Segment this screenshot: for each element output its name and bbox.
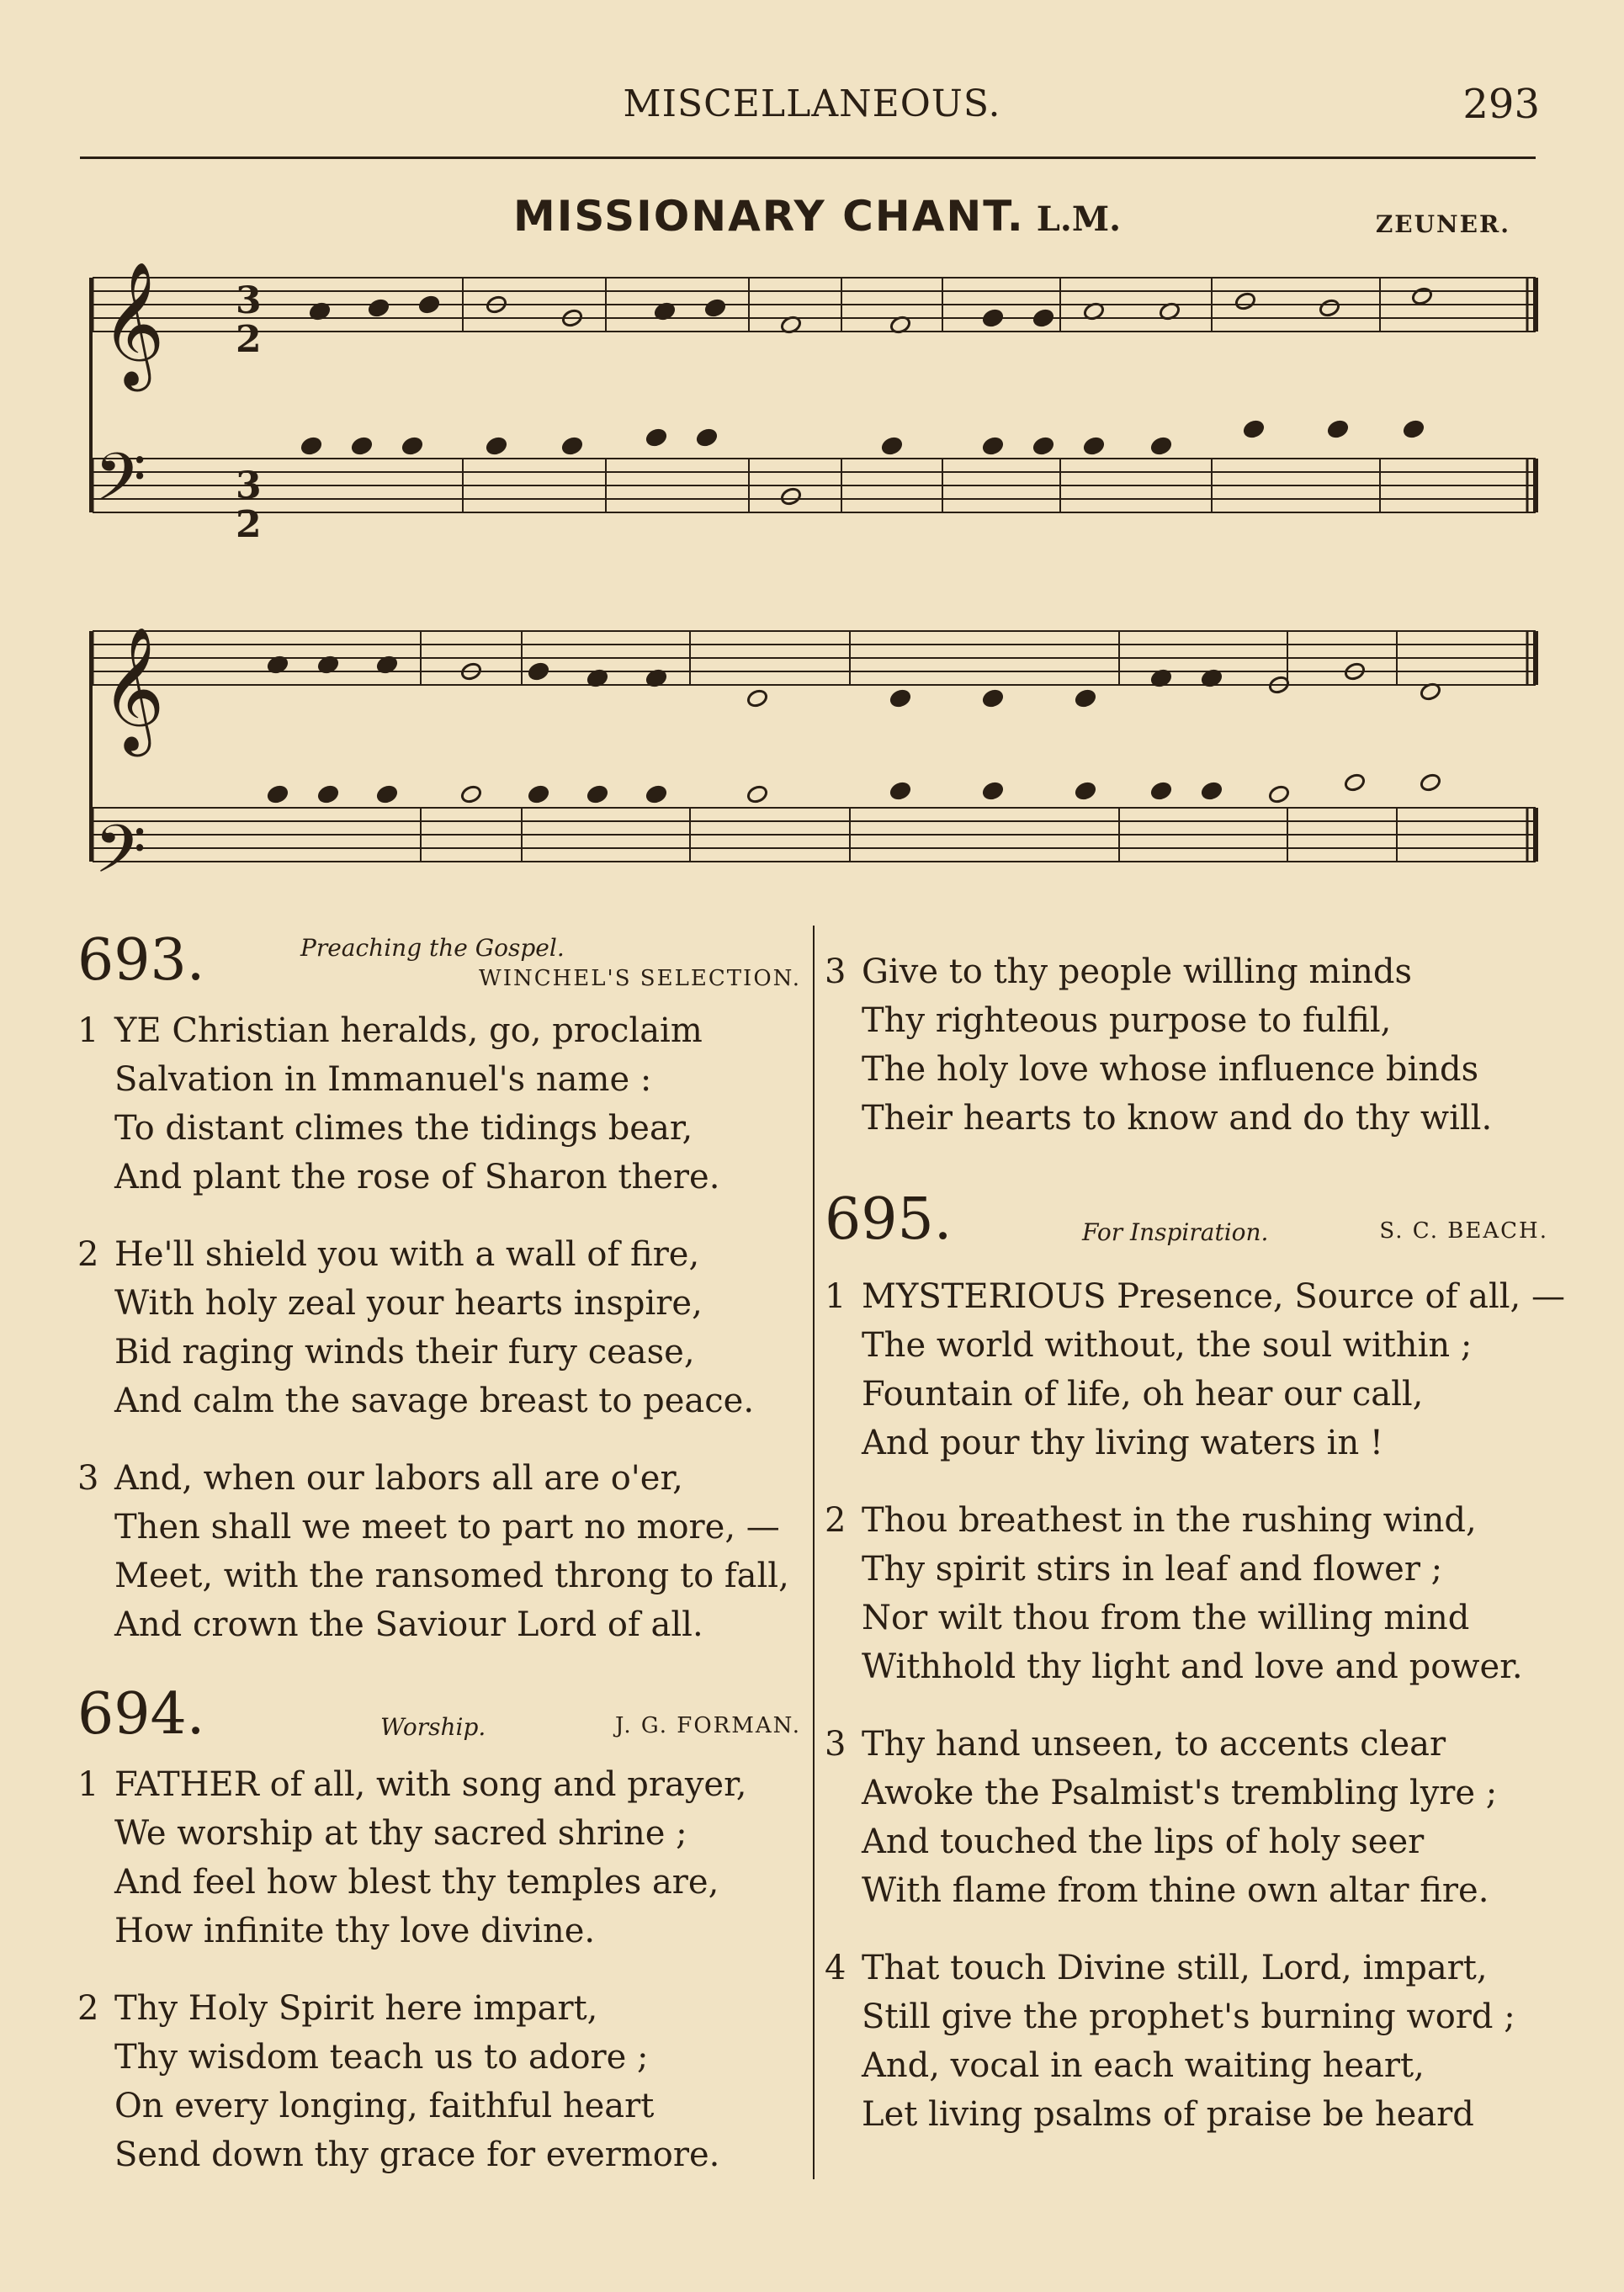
verse-line: And, vocal in each waiting heart, bbox=[862, 2046, 1425, 2085]
verse-line: How infinite thy love divine. bbox=[114, 1912, 596, 1950]
stanza bbox=[77, 1984, 801, 2179]
half-note bbox=[780, 486, 803, 507]
quarter-note bbox=[528, 784, 550, 804]
verse-number: 3 bbox=[825, 952, 846, 991]
quarter-note bbox=[267, 784, 289, 804]
tune-composer: ZEUNER. bbox=[1375, 210, 1510, 238]
verse-line: Bid raging winds their fury cease, bbox=[114, 1333, 695, 1371]
verse-line: The world without, the soul within ; bbox=[862, 1326, 1473, 1365]
quarter-note bbox=[982, 688, 1005, 708]
quarter-note bbox=[889, 781, 912, 801]
verse-line: Give to thy people willing minds bbox=[862, 952, 1413, 991]
verse-line: MYSTERIOUS Presence, Source of all, — bbox=[862, 1277, 1565, 1316]
hymn-subject: For Inspiration. bbox=[1082, 1218, 1269, 1246]
half-note bbox=[1319, 298, 1341, 318]
quarter-note bbox=[889, 688, 912, 708]
verse-number: 3 bbox=[825, 1725, 846, 1764]
half-note bbox=[1268, 784, 1291, 804]
stanza bbox=[825, 947, 1548, 1143]
time-sig-bottom-treble: 2 bbox=[236, 318, 262, 361]
half-note bbox=[746, 784, 769, 804]
verse-line: And, when our labors all are o'er, bbox=[114, 1459, 683, 1498]
quarter-note bbox=[351, 436, 374, 456]
column-divider bbox=[813, 926, 815, 2179]
quarter-note bbox=[1201, 781, 1223, 801]
verse-line: Thou breathest in the rushing wind, bbox=[862, 1501, 1477, 1540]
quarter-note bbox=[586, 784, 609, 804]
verse-line: And calm the savage breast to peace. bbox=[114, 1382, 755, 1420]
half-note bbox=[1411, 286, 1434, 306]
verse-line: Thy righteous purpose to fulfil, bbox=[862, 1001, 1392, 1040]
music-score bbox=[0, 0, 1624, 909]
verse-line: Thy hand unseen, to accents clear bbox=[862, 1725, 1446, 1764]
quarter-note bbox=[1032, 436, 1055, 456]
verse-line: Let living psalms of praise be heard bbox=[862, 2095, 1474, 2134]
verse-line: Thy wisdom teach us to adore ; bbox=[114, 2038, 649, 2077]
hymn-694 bbox=[77, 1681, 801, 2179]
hymn-number: 693. bbox=[77, 927, 205, 994]
quarter-note bbox=[418, 294, 441, 315]
quarter-note bbox=[1083, 436, 1106, 456]
verse-line: The holy love whose influence binds bbox=[862, 1050, 1479, 1089]
hymn-number: 694. bbox=[77, 1681, 205, 1748]
hymn-693 bbox=[77, 927, 801, 1649]
quarter-note bbox=[1150, 781, 1173, 801]
quarter-note bbox=[881, 436, 904, 456]
half-note bbox=[1234, 291, 1257, 311]
quarter-note bbox=[1243, 419, 1266, 439]
stanza bbox=[825, 1272, 1565, 1467]
verse-line: We worship at thy sacred shrine ; bbox=[114, 1814, 687, 1853]
svg-text:𝄢: 𝄢 bbox=[94, 810, 146, 905]
hymn-subject: Worship. bbox=[380, 1713, 486, 1741]
half-note bbox=[1344, 772, 1367, 793]
stanza bbox=[77, 1230, 801, 1425]
verse-line: YE Christian heralds, go, proclaim bbox=[114, 1011, 703, 1050]
quarter-note bbox=[982, 781, 1005, 801]
hymn-author: J. G. FORMAN. bbox=[615, 1713, 801, 1738]
treble-clef-1-icon bbox=[101, 261, 165, 391]
svg-text:𝄢: 𝄢 bbox=[94, 438, 146, 533]
verse-line: With flame from thine own altar fire. bbox=[862, 1871, 1489, 1910]
verse-line: Their hearts to know and do thy will. bbox=[862, 1099, 1493, 1138]
verse-line: Withhold thy light and love and power. bbox=[862, 1647, 1523, 1686]
verse-number: 3 bbox=[77, 1459, 99, 1498]
staff-lines bbox=[91, 278, 1536, 862]
quarter-note bbox=[1075, 688, 1097, 708]
bass-clef-2-icon bbox=[94, 810, 146, 905]
verse-number: 2 bbox=[825, 1501, 846, 1540]
verse-line: Then shall we meet to part no more, — bbox=[114, 1508, 780, 1547]
verse-line: On every longing, faithful heart bbox=[114, 2087, 655, 2125]
verse-number: 2 bbox=[77, 1989, 99, 2028]
verse-line: With holy zeal your hearts inspire, bbox=[114, 1284, 703, 1323]
verse-line: And touched the lips of holy seer bbox=[862, 1822, 1425, 1861]
time-sig-top-treble: 3 bbox=[236, 279, 262, 322]
verse-line: Fountain of life, oh hear our call, bbox=[862, 1375, 1424, 1414]
quarter-note bbox=[1075, 781, 1097, 801]
verse-number: 1 bbox=[77, 1011, 99, 1050]
hymn-694-continued bbox=[825, 947, 1548, 1143]
time-sig-top-bass: 3 bbox=[236, 464, 262, 507]
verse-number: 4 bbox=[825, 1949, 846, 1987]
verse-number: 1 bbox=[77, 1765, 99, 1804]
verse-line: And feel how blest thy temples are, bbox=[114, 1863, 719, 1902]
stanza bbox=[825, 1496, 1548, 1691]
quarter-note bbox=[1403, 419, 1425, 439]
time-sig-bottom-bass: 2 bbox=[236, 503, 262, 546]
verse-line: Awoke the Psalmist's trembling lyre ; bbox=[862, 1774, 1498, 1812]
verse-line: Thy spirit stirs in leaf and flower ; bbox=[862, 1550, 1443, 1589]
quarter-note bbox=[704, 298, 727, 318]
svg-text:𝄞: 𝄞 bbox=[101, 261, 165, 386]
quarter-note bbox=[486, 436, 508, 456]
verse-line: That touch Divine still, Lord, impart, bbox=[862, 1949, 1488, 1987]
quarter-note bbox=[376, 784, 399, 804]
verse-line: Nor wilt thou from the willing mind bbox=[862, 1599, 1470, 1637]
quarter-note bbox=[1327, 419, 1350, 439]
quarter-note bbox=[528, 661, 550, 682]
half-note bbox=[460, 784, 483, 804]
quarter-note bbox=[982, 308, 1005, 328]
quarter-note bbox=[982, 436, 1005, 456]
page-number: 293 bbox=[1462, 81, 1540, 128]
quarter-note bbox=[368, 298, 390, 318]
half-note bbox=[1420, 772, 1442, 793]
quarter-note bbox=[645, 784, 668, 804]
quarter-note bbox=[696, 427, 719, 448]
verse-line: To distant climes the tidings bear, bbox=[114, 1109, 693, 1148]
verse-line: Still give the prophet's burning word ; bbox=[862, 1998, 1515, 2036]
svg-text:𝄞: 𝄞 bbox=[101, 626, 165, 751]
hymn-author: S. C. BEACH. bbox=[1379, 1218, 1548, 1244]
tune-meter: L.M. bbox=[1036, 199, 1122, 239]
tune-name: MISSIONARY CHANT. bbox=[513, 192, 1025, 241]
hymn-number: 695. bbox=[825, 1186, 953, 1253]
verse-line: Meet, with the ransomed throng to fall, bbox=[114, 1557, 789, 1595]
verse-number: 1 bbox=[825, 1277, 846, 1316]
verse-number: 2 bbox=[77, 1235, 99, 1274]
notes bbox=[267, 286, 1442, 804]
hymn-author: WINCHEL'S SELECTION. bbox=[479, 966, 801, 991]
section-title: MISCELLANEOUS. bbox=[623, 82, 1001, 125]
quarter-note bbox=[1150, 436, 1173, 456]
stanza bbox=[77, 1006, 801, 1202]
quarter-note bbox=[1032, 308, 1055, 328]
treble-clef-2-icon bbox=[101, 626, 165, 756]
quarter-note bbox=[645, 427, 668, 448]
stanza bbox=[77, 1760, 801, 1955]
stanza bbox=[825, 1944, 1548, 2139]
verse-line: Send down thy grace for evermore. bbox=[114, 2135, 720, 2174]
quarter-note bbox=[300, 436, 323, 456]
verse-line: Salvation in Immanuel's name : bbox=[114, 1060, 652, 1099]
half-note bbox=[746, 688, 769, 708]
verse-line: He'll shield you with a wall of fire, bbox=[114, 1235, 700, 1274]
stanza bbox=[825, 1720, 1548, 1915]
verse-line: Thy Holy Spirit here impart, bbox=[114, 1989, 598, 2028]
verse-line: And plant the rose of Sharon there. bbox=[114, 1158, 720, 1196]
quarter-note bbox=[561, 436, 584, 456]
quarter-note bbox=[317, 784, 340, 804]
hymn-subject: Preaching the Gospel. bbox=[300, 934, 565, 962]
verse-line: And pour thy living waters in ! bbox=[862, 1424, 1383, 1462]
stanza bbox=[77, 1454, 801, 1649]
bass-clef-1-icon bbox=[94, 438, 146, 533]
quarter-note bbox=[401, 436, 424, 456]
verse-line: And crown the Saviour Lord of all. bbox=[114, 1605, 703, 1644]
hymn-695 bbox=[825, 1186, 1565, 2139]
verse-line: FATHER of all, with song and prayer, bbox=[114, 1765, 747, 1804]
